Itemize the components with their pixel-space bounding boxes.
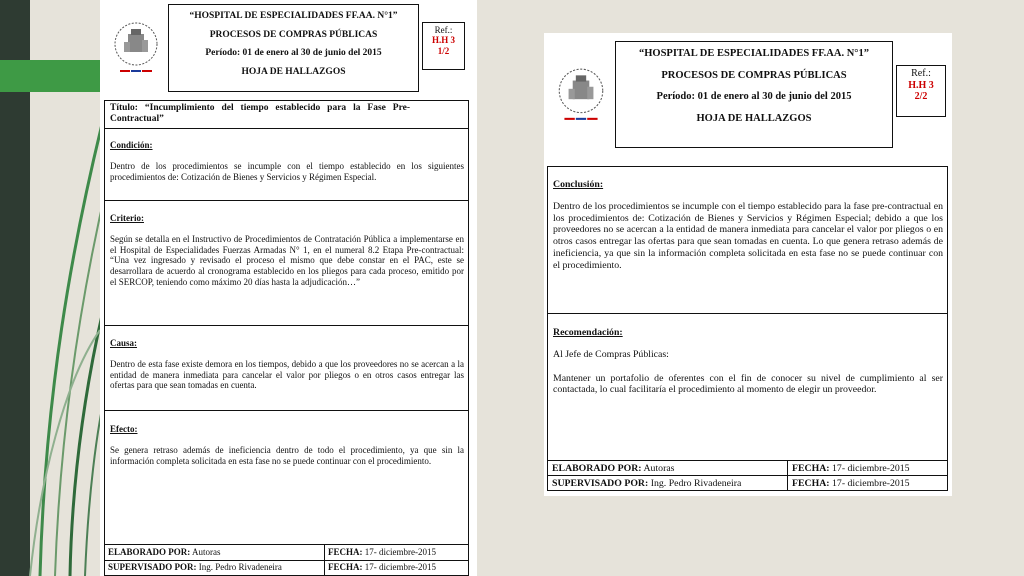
finding-title: Título: “Incumplimiento del tiempo establecido para la Fase Pre-Contractual” bbox=[110, 103, 410, 125]
supervisado-label: SUPERVISADO POR: bbox=[552, 478, 649, 489]
section-conclusion bbox=[553, 179, 943, 277]
header-hospital-name: “HOSPITAL DE ESPECIALIDADES FF.AA. N°1” bbox=[639, 48, 869, 59]
elaborado-label: ELABORADO POR: bbox=[552, 463, 642, 474]
section-condicion bbox=[110, 140, 464, 188]
criterio-text: Según se detalla en el Instructivo de Procedimientos de Contratación Pública a implementarse en el Hospital de Especialidades Fuerzas Armadas N° 1, en el numeral 8.2 Etapa Pre-contractual: “Una vez ingresado y revisado el proceso el mismo que debe constar en el PAC, este se desarrollara de acuerdo al cronograma establecido en los pliegos para cada proceso, emitido por el SERCOP, teniendo como máximo 20 días hasta la adjudicación…” bbox=[110, 233, 464, 287]
hospital-logo-icon bbox=[108, 18, 164, 76]
ref-label: Ref.: bbox=[434, 25, 453, 35]
header-period: Período: 01 de enero al 30 de junio del 2015 bbox=[205, 47, 382, 58]
footer-fecha-1 bbox=[328, 548, 436, 557]
elaborado-value: Autoras bbox=[192, 547, 221, 557]
footer-supervisado bbox=[108, 563, 282, 572]
fecha-label: FECHA: bbox=[328, 562, 363, 572]
supervisado-label: SUPERVISADO POR: bbox=[108, 562, 197, 572]
reference-box bbox=[422, 22, 465, 70]
divider bbox=[104, 544, 469, 545]
header-hospital-name: “HOSPITAL DE ESPECIALIDADES FF.AA. N°1” bbox=[189, 11, 398, 21]
header-box bbox=[615, 41, 893, 148]
header-sheet-title: HOJA DE HALLAZGOS bbox=[696, 113, 812, 125]
footer-fecha-2 bbox=[328, 563, 436, 572]
grass-decoration bbox=[0, 0, 110, 576]
fecha-value: 17- diciembre-2015 bbox=[832, 478, 910, 489]
divider bbox=[547, 460, 948, 461]
footer-divider bbox=[324, 544, 325, 576]
fecha-label: FECHA: bbox=[792, 478, 830, 489]
efecto-heading: Efecto: bbox=[110, 424, 138, 434]
header-period: Período: 01 de enero al 30 de junio del 2015 bbox=[656, 91, 852, 103]
supervisado-value: Ing. Pedro Rivadeneira bbox=[650, 478, 742, 489]
section-causa bbox=[110, 338, 464, 397]
causa-text: Dentro de esta fase existe demora en los tiempos, debido a que los proveedores no se acercan a la entidad de manera inmediata para cancelar el valor por pliegos o en otros casos entregar las ofertas para que sean tomadas en cuenta. bbox=[110, 358, 464, 391]
fecha-value: 17- diciembre-2015 bbox=[364, 562, 436, 572]
ref-code: H.H 3 bbox=[908, 79, 934, 91]
section-criterio bbox=[110, 213, 464, 294]
footer-fecha-2 bbox=[792, 479, 910, 489]
hospital-logo-icon bbox=[552, 63, 610, 125]
ref-code: H.H 3 bbox=[431, 35, 455, 46]
conclusion-heading: Conclusión: bbox=[553, 179, 604, 190]
divider bbox=[547, 475, 948, 476]
recomendacion-text: Mantener un portafolio de oferentes con el fin de conocer su nivel de cumplimiento al ser contactada, lo cual facilitaría el procedimiento al momento de elegir un proveedor. bbox=[553, 372, 943, 396]
fecha-value: 17- diciembre-2015 bbox=[832, 463, 910, 474]
ref-page: 1/2 bbox=[437, 45, 450, 56]
condicion-text: Dentro de los procedimientos se incumple con el tiempo establecido en los siguientes procedimientos de: Cotización de Bienes y Servicios y Régimen Especial. bbox=[110, 160, 464, 182]
header-sheet-title: HOJA DE HALLAZGOS bbox=[241, 66, 346, 77]
elaborado-value: Autoras bbox=[643, 463, 675, 474]
reference-box bbox=[896, 65, 946, 117]
footer-divider bbox=[787, 460, 788, 491]
ref-label: Ref.: bbox=[911, 68, 931, 79]
elaborado-label: ELABORADO POR: bbox=[108, 547, 191, 557]
ref-page: 2/2 bbox=[914, 91, 928, 102]
divider bbox=[104, 410, 469, 411]
footer-elaborado bbox=[108, 548, 221, 557]
divider bbox=[104, 128, 469, 129]
section-efecto bbox=[110, 424, 464, 472]
footer-elaborado bbox=[552, 464, 675, 474]
section-recomendacion bbox=[553, 327, 943, 402]
document-sheet-2 bbox=[544, 33, 952, 496]
header-process-title: PROCESOS DE COMPRAS PÚBLICAS bbox=[209, 29, 378, 40]
header-box bbox=[168, 4, 419, 92]
document-sheet-1 bbox=[100, 0, 477, 576]
recomendacion-addressee: Al Jefe de Compras Públicas: bbox=[553, 348, 669, 360]
footer-fecha-1 bbox=[792, 464, 910, 474]
fecha-label: FECHA: bbox=[792, 463, 830, 474]
supervisado-value: Ing. Pedro Rivadeneira bbox=[198, 562, 282, 572]
divider bbox=[547, 313, 948, 314]
header-process-title: PROCESOS DE COMPRAS PÚBLICAS bbox=[661, 70, 847, 82]
footer-supervisado bbox=[552, 479, 741, 489]
condicion-heading: Condición: bbox=[110, 140, 153, 150]
divider bbox=[104, 560, 469, 561]
divider bbox=[104, 200, 469, 201]
divider bbox=[104, 325, 469, 326]
conclusion-text: Dentro de los procedimientos se incumple con el tiempo establecido para la fase pre-contractual en los procedimientos de: Cotización de Bienes y Servicios y Régimen Especial; debido a que los proveedores no se acercan a la entidad de manera inmediata para cancelar el valor por pliegos o en otros casos entregar las ofertas para que sean tomadas en cuenta. Lo que genera retraso además de ineficiencia, ya que sin la información completa solicitada en esta fase no se puede continuar con el procedimiento. bbox=[553, 200, 943, 271]
fecha-label: FECHA: bbox=[328, 547, 363, 557]
recomendacion-heading: Recomendación: bbox=[553, 327, 623, 338]
causa-heading: Causa: bbox=[110, 338, 138, 348]
criterio-heading: Criterio: bbox=[110, 213, 144, 223]
efecto-text: Se genera retraso además de ineficiencia dentro de todo el procedimiento, ya que sin la información completa solicitada en esta fase no se puede continuar con el procedimiento. bbox=[110, 444, 464, 466]
fecha-value: 17- diciembre-2015 bbox=[364, 547, 436, 557]
